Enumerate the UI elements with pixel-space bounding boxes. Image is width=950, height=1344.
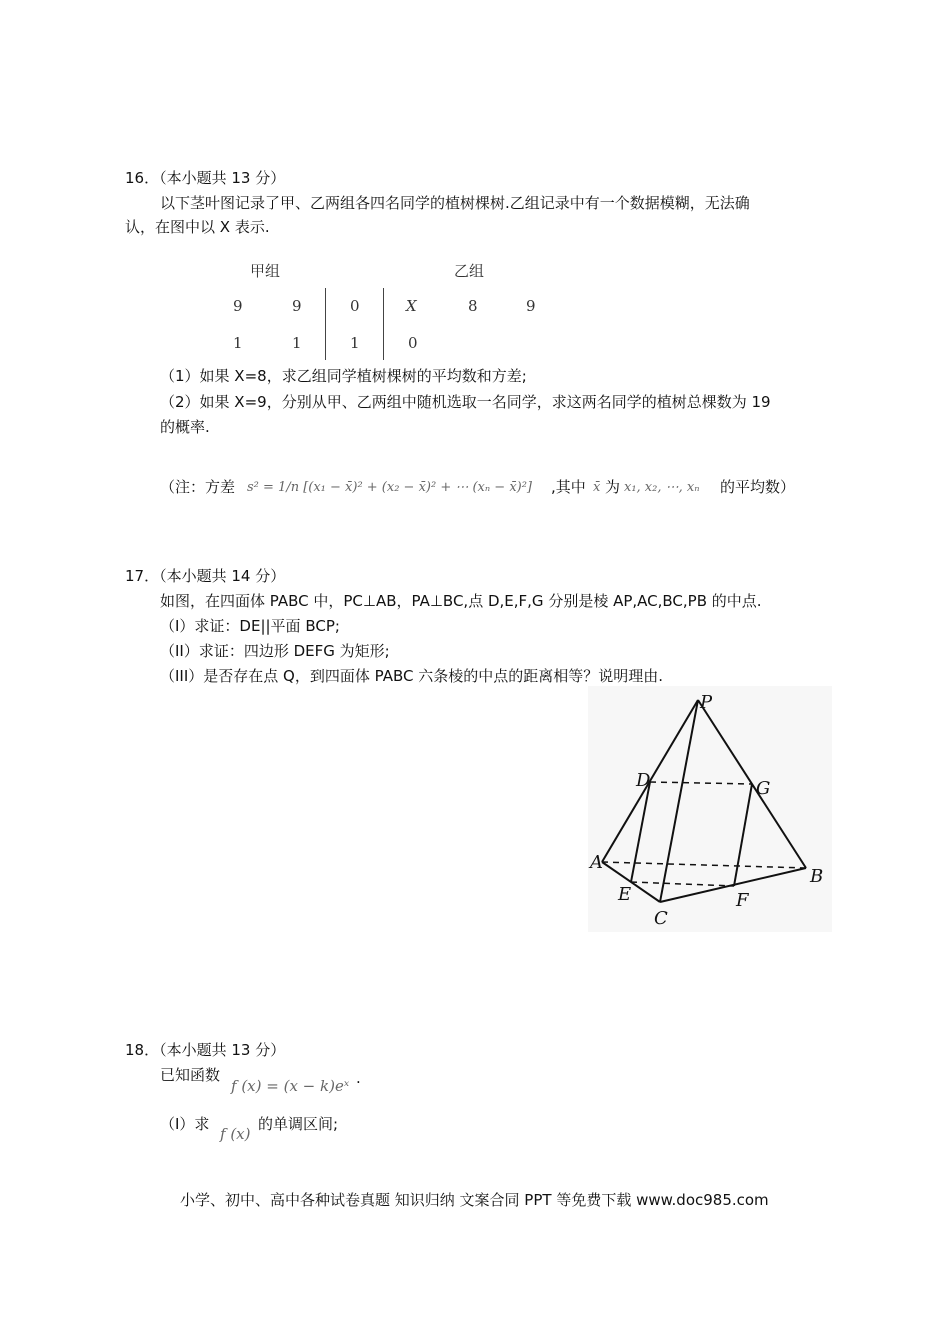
tetrahedron-diagram — [588, 686, 832, 932]
right-leaf: 8 — [468, 297, 478, 315]
stem-value: 1 — [350, 334, 360, 352]
left-group-title: 甲组 — [250, 262, 281, 280]
label-B: B — [810, 866, 824, 887]
q16-header: 16．（本小题共 13 分） — [125, 169, 286, 187]
q17-line1: 如图，在四面体 PABC 中，PC⊥AB，PA⊥BC,点 D,E,F,G 分别是棱 AP,AC,BC,PB 的中点. — [160, 592, 762, 610]
q18-period: . — [356, 1069, 361, 1087]
q16-line1: 以下茎叶图记录了甲、乙两组各四名同学的植树棵树.乙组记录中有一个数据模糊，无法确 — [160, 194, 750, 212]
q16-part2a: （2）如果 X=9，分别从甲、乙两组中随机选取一名同学，求这两名同学的植树总棵数为 19 — [160, 393, 771, 411]
right-leaf: 0 — [408, 334, 418, 352]
label-E: E — [618, 884, 632, 905]
q16-part2b: 的概率. — [160, 418, 210, 436]
q17-part1: （I）求证：DE||平面 BCP; — [160, 617, 340, 635]
q16-part1: （1）如果 X=8，求乙组同学植树棵树的平均数和方差; — [160, 367, 527, 385]
q16-note-mid: ,其中 — [551, 478, 586, 496]
stem-divider-left — [325, 288, 326, 360]
function-definition: f (x) = (x − k)eˣ — [231, 1077, 350, 1095]
left-leaf: 9 — [233, 297, 243, 315]
q18-part1-prefix: （I）求 — [160, 1115, 210, 1133]
right-leaf: X — [406, 297, 417, 315]
q16-note-mid2: 为 — [605, 478, 621, 496]
left-leaf: 1 — [292, 334, 302, 352]
q18-line1: 已知函数 — [160, 1066, 221, 1084]
page-footer: 小学、初中、高中各种试卷真题 知识归纳 文案合同 PPT 等免费下载 www.doc985.com — [180, 1191, 769, 1209]
function-symbol: f (x) — [220, 1125, 251, 1143]
label-A: A — [590, 852, 603, 873]
label-G: G — [756, 778, 771, 799]
stem-value: 0 — [350, 297, 360, 315]
tetrahedron-figure — [588, 686, 832, 932]
q17-part2: （II）求证：四边形 DEFG 为矩形; — [160, 642, 390, 660]
right-leaf: 9 — [526, 297, 536, 315]
label-D: D — [636, 770, 651, 791]
label-F: F — [736, 890, 749, 911]
q16-note-suffix: 的平均数） — [720, 478, 796, 496]
left-leaf: 9 — [292, 297, 302, 315]
q16-line2: 认，在图中以 X 表示. — [125, 218, 270, 236]
q16-note-prefix: （注：方差 — [160, 478, 236, 496]
left-leaf: 1 — [233, 334, 243, 352]
variance-formula: s² = 1/n [(x₁ − x̄)² + (x₂ − x̄)² + ⋯ (xₙ − x̄)²] — [247, 480, 533, 495]
mean-symbol: x̄ — [593, 480, 601, 495]
stem-divider-right — [383, 288, 384, 360]
label-C: C — [654, 908, 668, 929]
q18-header: 18．（本小题共 13 分） — [125, 1041, 286, 1059]
q17-part3: （III）是否存在点 Q，到四面体 PABC 六条棱的中点的距离相等？说明理由. — [160, 667, 664, 685]
label-P: P — [700, 692, 713, 713]
q17-header: 17．（本小题共 14 分） — [125, 567, 286, 585]
q18-part1-suffix: 的单调区间; — [258, 1115, 339, 1133]
right-group-title: 乙组 — [454, 262, 485, 280]
variable-list: x₁, x₂, ⋯, xₙ — [624, 480, 700, 495]
stem-leaf-plot — [220, 262, 560, 362]
